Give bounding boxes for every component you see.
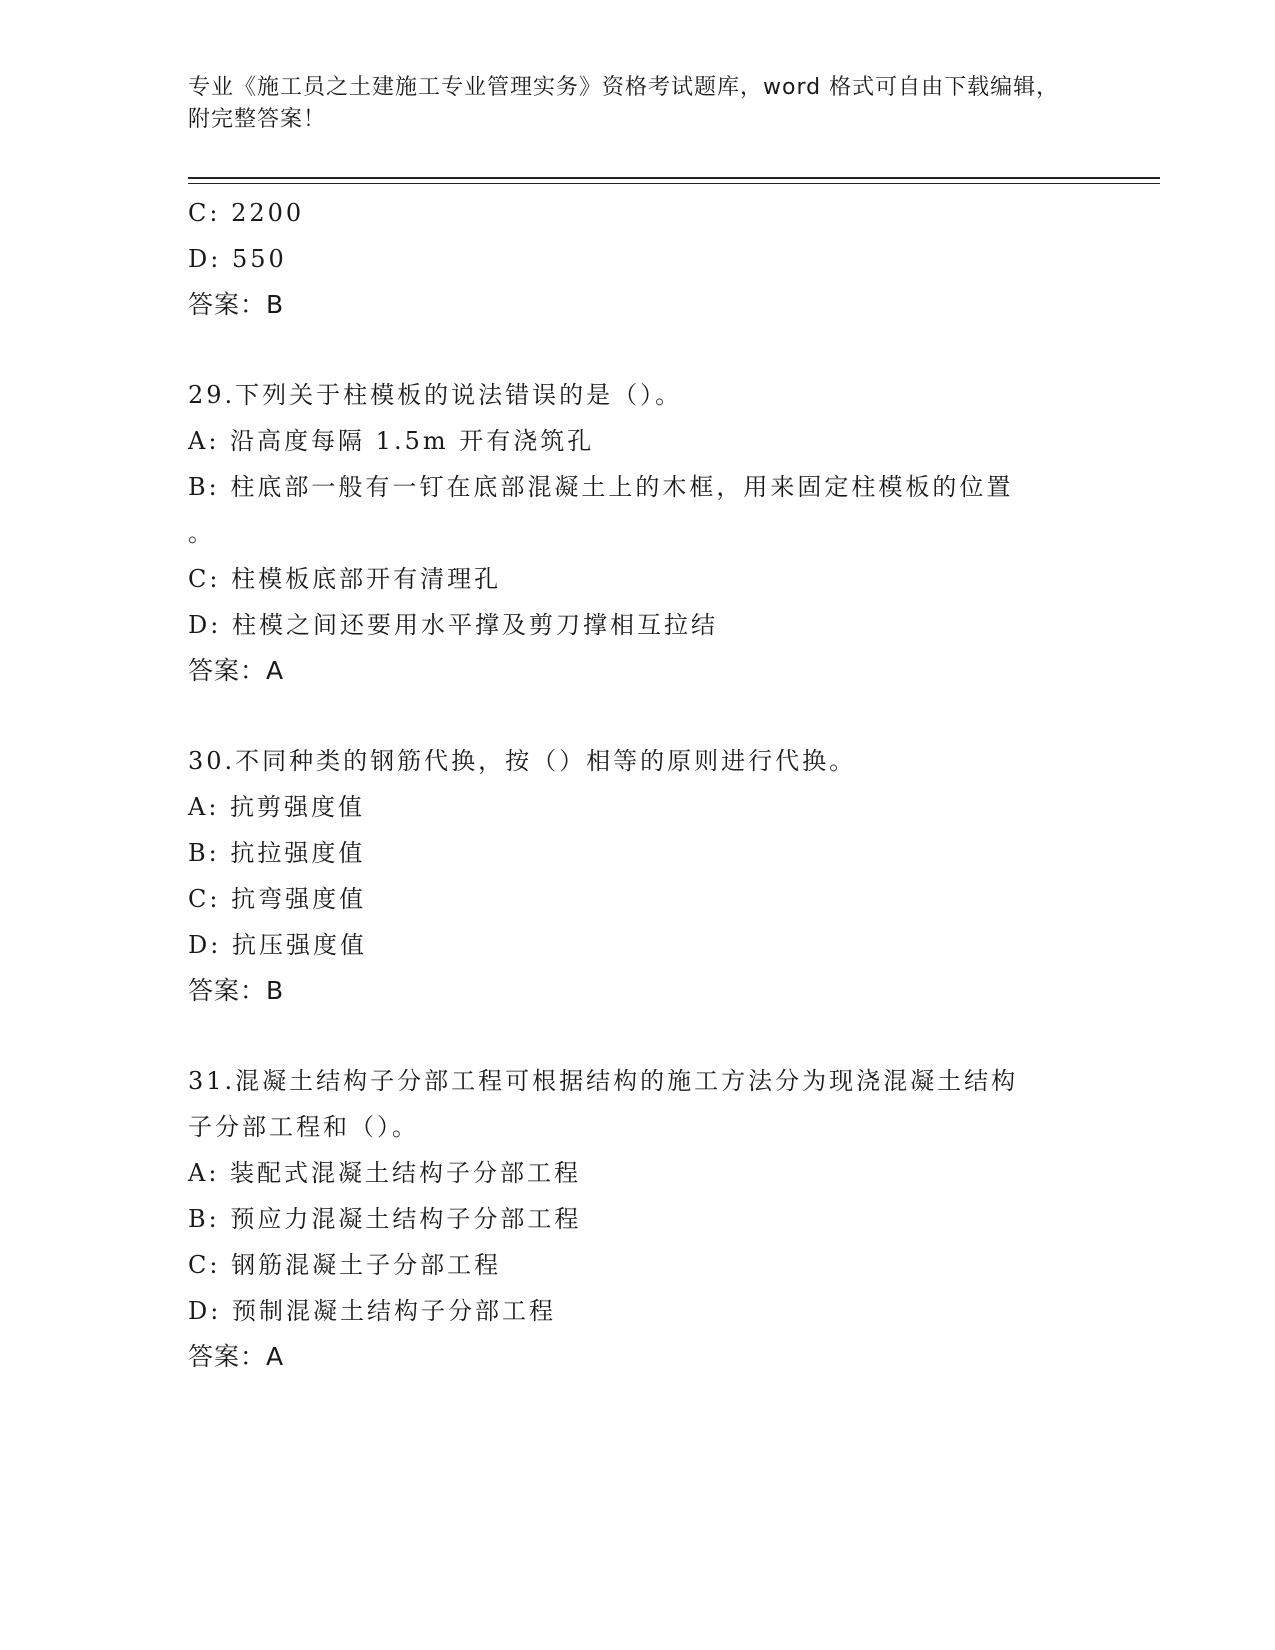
question-31-option-a: A: 装配式混凝土结构子分部工程 xyxy=(188,1159,582,1187)
spacer xyxy=(188,694,1088,738)
question-29-stem: 29.下列关于柱模板的说法错误的是（）。 xyxy=(188,381,683,409)
option-d: D: 550 xyxy=(188,245,287,273)
question-31-stem-line-1: 31.混凝土结构子分部工程可根据结构的施工方法分为现浇混凝土结构 xyxy=(188,1067,1019,1095)
header-divider-thick xyxy=(188,177,1160,179)
question-29-option-d: D: 柱模之间还要用水平撑及剪刀撑相互拉结 xyxy=(188,611,718,639)
question-31-option-d: D: 预制混凝土结构子分部工程 xyxy=(188,1297,556,1325)
question-30-answer: 答案：B xyxy=(188,976,285,1005)
answer-line: 答案：B xyxy=(188,290,285,319)
question-29-answer: 答案：A xyxy=(188,656,285,685)
question-30-option-c: C: 抗弯强度值 xyxy=(188,885,367,913)
header-divider-thin xyxy=(188,183,1160,184)
page-header: 专业《施工员之土建施工专业管理实务》资格考试题库，word 格式可自由下载编辑，附完整答案！ xyxy=(188,75,1060,132)
question-29-option-c: C: 柱模板底部开有清理孔 xyxy=(188,565,502,593)
question-content xyxy=(188,190,1088,1380)
option-c: C: 2200 xyxy=(188,199,305,227)
spacer xyxy=(188,1014,1088,1058)
question-30-option-b: B: 抗拉强度值 xyxy=(188,839,366,867)
question-29-option-a: A: 沿高度每隔 1.5m 开有浇筑孔 xyxy=(188,427,595,455)
spacer xyxy=(188,328,1088,372)
question-31-option-b: B: 预应力混凝土结构子分部工程 xyxy=(188,1205,582,1233)
question-30-option-d: D: 抗压强度值 xyxy=(188,931,367,959)
question-31-stem-line-2: 子分部工程和（）。 xyxy=(188,1113,419,1141)
question-30-stem: 30.不同种类的钢筋代换，按（）相等的原则进行代换。 xyxy=(188,747,857,775)
question-30-option-a: A: 抗剪强度值 xyxy=(188,793,366,821)
question-31-answer: 答案：A xyxy=(188,1342,285,1371)
question-29-option-b-continuation: 。 xyxy=(188,519,212,547)
question-31-option-c: C: 钢筋混凝土子分部工程 xyxy=(188,1251,502,1279)
question-29-option-b: B: 柱底部一般有一钉在底部混凝土上的木框，用来固定柱模板的位置 xyxy=(188,473,1014,501)
